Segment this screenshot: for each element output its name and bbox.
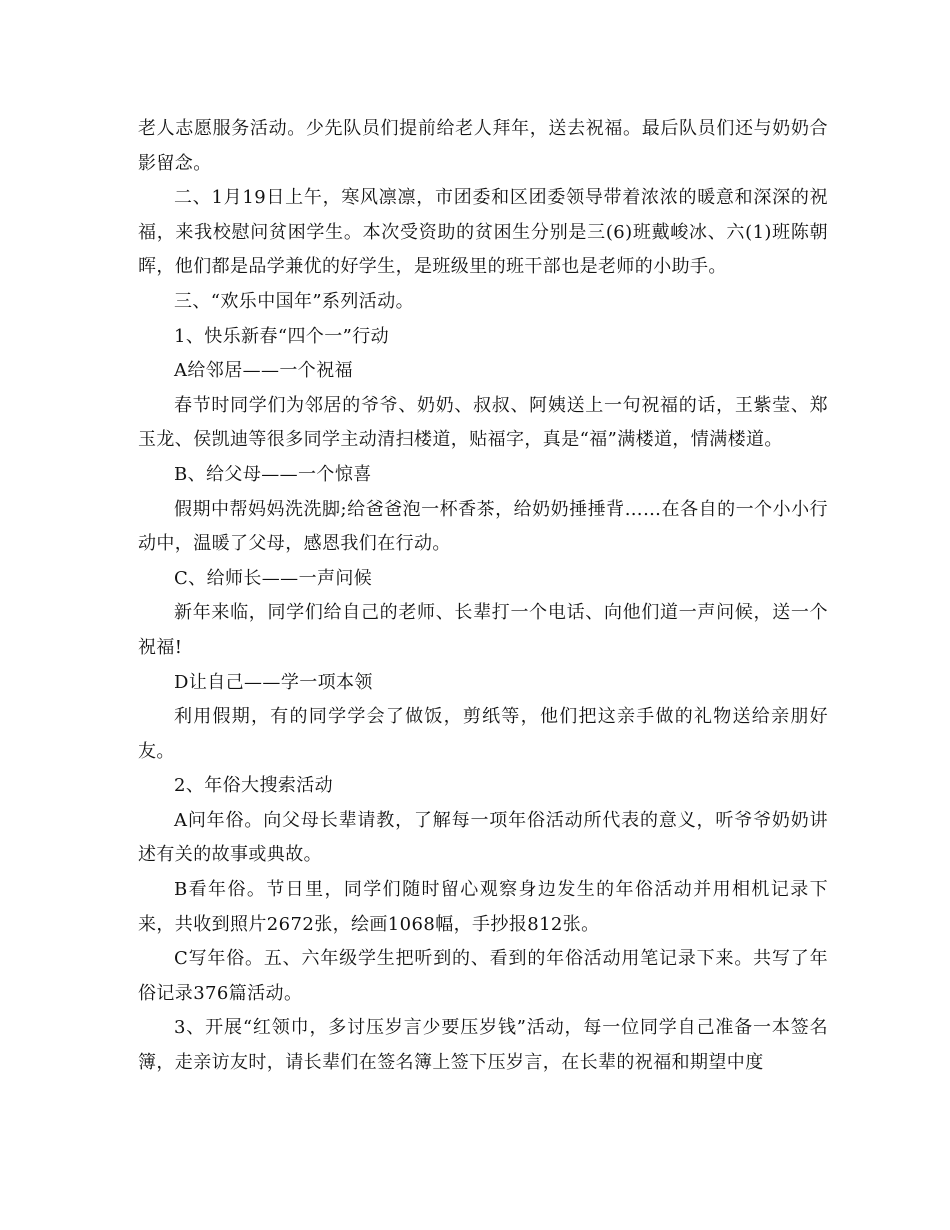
paragraph-parents: 假期中帮妈妈洗洗脚;给爸爸泡一杯香茶，给奶奶捶捶背……在各自的一个小小行动中，温暖了父母，感恩我们在行动。 bbox=[138, 498, 828, 555]
paragraph-write-customs: C写年俗。五、六年级学生把听到的、看到的年俗活动用笔记录下来。共写了年俗记录376篇活动。 bbox=[138, 948, 828, 1004]
paragraph-red-scarf-activity: 3、开展“红领巾，多讨压岁言少要压岁钱”活动，每一位同学自己准备一本签名簿，走亲访友时，请长辈们在签名簿上签下压岁言，在长辈的祝福和期望中度 bbox=[138, 1017, 828, 1074]
heading-self: D让自己——学一项本领 bbox=[174, 671, 373, 693]
heading-parents: B、给父母——一个惊喜 bbox=[174, 463, 372, 485]
heading-customs-search: 2、年俗大搜索活动 bbox=[174, 775, 334, 797]
paragraph-continuation: 老人志愿服务活动。少先队员们提前给老人拜年，送去祝福。最后队员们还与奶奶合影留念。 bbox=[138, 118, 828, 174]
heading-teachers: C、给师长——一声问候 bbox=[174, 567, 373, 589]
paragraph-see-customs: B看年俗。节日里，同学们随时留心观察身边发生的年俗活动并用相机记录下来，共收到照片2672张，绘画1068幅，手抄报812张。 bbox=[138, 879, 828, 935]
paragraph-self: 利用假期，有的同学学会了做饭，剪纸等，他们把这亲手做的礼物送给亲朋好友。 bbox=[138, 706, 828, 762]
paragraph-ask-customs: A问年俗。向父母长辈请教，了解每一项年俗活动所代表的意义，听爷爷奶奶讲述有关的故事或典故。 bbox=[138, 809, 828, 866]
heading-neighbors: A给邻居——一个祝福 bbox=[174, 360, 353, 382]
heading-four-ones: 1、快乐新春“四个一”行动 bbox=[174, 325, 390, 347]
paragraph-teachers: 新年来临，同学们给自己的老师、长辈打一个电话、向他们道一声问候，送一个祝福! bbox=[138, 602, 828, 658]
paragraph-section-two: 二、1月19日上午，寒风凛凛，市团委和区团委领导带着浓浓的暖意和深深的祝福，来我校慰问贫困学生。本次受资助的贫困生分别是三(6)班戴峻冰、六(1)班陈朝晖，他们都是品学兼优的好学生，是班级里的班干部也是老师的小助手。 bbox=[138, 187, 828, 278]
heading-section-three: 三、“欢乐中国年”系列活动。 bbox=[174, 290, 415, 312]
document-body bbox=[138, 112, 828, 1081]
paragraph-neighbors: 春节时同学们为邻居的爷爷、奶奶、叔叔、阿姨送上一句祝福的话，王紫莹、郑玉龙、侯凯迪等很多同学主动清扫楼道，贴福字，真是“福”满楼道，情满楼道。 bbox=[138, 394, 828, 451]
